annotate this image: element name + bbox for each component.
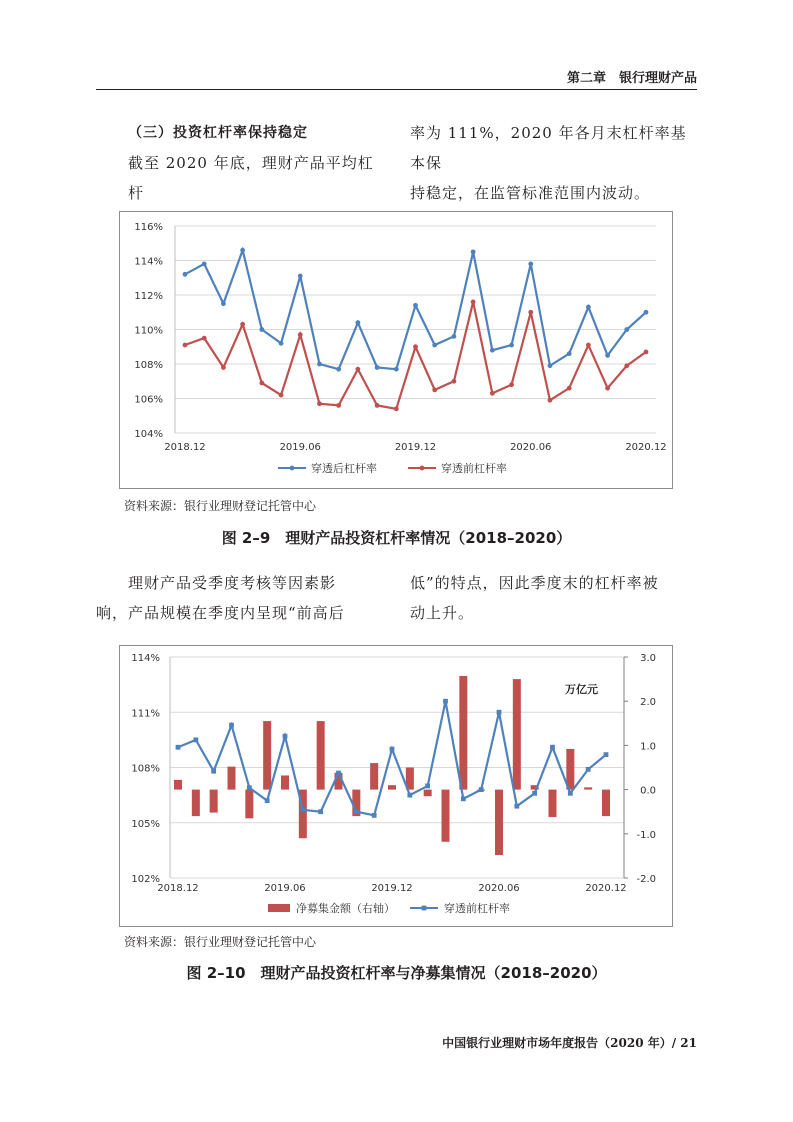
y-tick-label: 108% [131,763,160,775]
data-point [390,747,395,752]
data-point [394,406,399,411]
data-point [336,403,341,408]
data-point [336,771,341,776]
header-rule [96,89,697,90]
data-point [336,367,341,372]
y-tick-label: 114% [131,653,160,664]
bar [513,679,521,790]
section-right-line2: 持稳定，在监管标准范围内波动。 [410,184,651,202]
series-line [178,701,606,815]
data-point [375,403,380,408]
bar [174,780,182,790]
y-tick-label: 104% [134,429,163,440]
legend-label: 净募集金额（右轴） [296,902,395,915]
y-tick-label: 106% [134,394,163,406]
data-point [240,322,245,327]
data-point [586,305,591,310]
bar [442,790,450,842]
data-point [221,301,226,306]
data-point [624,327,629,332]
data-point [355,320,360,325]
y-tick-label: 112% [134,291,163,302]
figure2-caption: 图 2–10 理财产品投资杠杆率与净募集情况（2018–2020） [186,964,607,982]
data-point [279,393,284,398]
legend-swatch [268,904,290,912]
bar [192,790,200,817]
data-point [298,332,303,337]
data-point [298,274,303,279]
data-point [497,710,502,715]
data-point [550,745,555,750]
data-point [355,367,360,372]
data-point [240,248,245,253]
data-point [528,310,533,315]
paragraph2-left-column [96,568,386,628]
section-left-column [128,118,388,208]
figure1-source: 资料来源：银行业理财登记托管中心 [124,499,317,513]
data-point [604,752,609,757]
y2-tick-label: 2.0 [640,697,656,709]
section-right-column [410,118,700,208]
data-point [229,723,234,728]
section-left-text: 截至 2020 年底，理财产品平均杠杆 [128,154,374,202]
chapter-header: 第二章 银行理财产品 [566,71,697,86]
data-point [605,386,610,391]
x-tick-label: 2020.12 [625,442,667,453]
data-point [413,303,418,308]
y-tick-label: 114% [134,256,163,268]
legend-label: 穿透前杠杆率 [441,462,507,475]
data-point [471,249,476,254]
data-point [471,300,476,305]
paragraph2-right-line2: 动上升。 [410,604,475,622]
y-tick-label: 116% [134,222,163,233]
x-tick-label: 2019.12 [371,883,413,894]
data-point [568,791,573,796]
y-tick-label: 111% [131,708,160,720]
paragraph2-left-line1: 理财产品受季度考核等因素影 [128,574,337,592]
series-line [185,302,646,409]
data-point [318,809,323,814]
leverage-line-chart-svg [120,212,672,488]
data-point [644,350,649,355]
data-point [317,362,322,367]
data-point [548,363,553,368]
data-point [354,809,359,814]
data-point [443,699,448,704]
y-tick-label: 108% [134,360,163,371]
y2-tick-label: -2.0 [636,874,656,885]
data-point [644,310,649,315]
y-tick-label: 110% [134,325,163,337]
data-point [532,791,537,796]
x-tick-label: 2018.12 [164,442,206,453]
data-point [183,343,188,348]
bar [424,790,432,797]
data-point [514,804,519,809]
data-point [567,386,572,391]
data-point [586,343,591,348]
y2-tick-label: 0.0 [640,785,656,797]
data-point [586,767,591,772]
leverage-net-raise-chart [119,645,673,927]
bar [263,721,271,790]
x-tick-label: 2018.12 [157,883,199,894]
bar [584,787,592,789]
section-right-line1: 率为 111%，2020 年各月末杠杆率基本保 [410,124,687,172]
leverage-net-raise-chart-svg [120,646,672,926]
section-heading: （三）投资杠杆率保持稳定 [128,125,308,141]
x-tick-label: 2020.12 [585,883,627,894]
bar [370,763,378,790]
data-point [202,262,207,267]
legend-marker [422,906,427,911]
data-point [432,387,437,392]
data-point [432,343,437,348]
data-point [193,737,198,742]
bar [245,790,253,819]
y2-tick-label: 1.0 [640,741,656,753]
data-point [490,391,495,396]
data-point [605,353,610,358]
bar [459,676,467,790]
x-tick-label: 2019.06 [264,883,306,894]
data-point [548,398,553,403]
data-point [528,262,533,267]
x-tick-label: 2020.06 [478,883,520,894]
data-point [211,769,216,774]
bar [317,721,325,790]
data-point [452,334,457,339]
data-point [624,363,629,368]
x-tick-label: 2020.06 [510,442,552,453]
data-point [265,798,270,803]
legend-label: 穿透后杠杆率 [311,462,377,475]
data-point [176,745,181,750]
data-point [375,365,380,370]
bar [495,790,503,855]
data-point [461,796,466,801]
data-point [259,381,264,386]
bar [210,790,218,813]
leverage-line-chart [119,211,673,489]
data-point [279,341,284,346]
data-point [221,365,226,370]
data-point [425,784,430,789]
paragraph2-right-column [410,568,700,628]
data-point [479,787,484,792]
bar [388,785,396,789]
data-point [317,401,322,406]
data-point [567,351,572,356]
x-tick-label: 2019.12 [394,442,437,453]
bar [228,767,236,790]
paragraph2-right-line1: 低”的特点，因此季度末的杠杆率被 [410,574,659,592]
data-point [183,272,188,277]
figure1-caption: 图 2–9 理财产品投资杠杆率情况（2018–2020） [221,529,572,547]
bar [602,790,610,817]
bar [549,790,557,817]
data-point [413,344,418,349]
data-point [247,785,252,790]
y2-tick-label: 3.0 [640,653,656,664]
data-point [372,813,377,818]
data-point [490,348,495,353]
figure2-source: 资料来源：银行业理财登记托管中心 [124,935,317,949]
unit-annotation: 万亿元 [565,683,598,696]
legend-marker [290,466,295,471]
data-point [407,793,412,798]
x-tick-label: 2019.06 [279,442,321,453]
data-point [259,327,264,332]
legend-label: 穿透前杠杆率 [444,902,510,915]
data-point [300,807,305,812]
paragraph2-left-line2: 响，产品规模在季度内呈现“前高后 [96,604,345,622]
data-point [394,367,399,372]
y-tick-label: 105% [131,818,160,830]
data-point [452,379,457,384]
data-point [509,382,514,387]
y2-tick-label: -1.0 [636,829,656,841]
page-footer: 中国银行业理财市场年度报告（2020 年）/ 21 [442,1036,697,1050]
y-tick-label: 102% [131,874,160,885]
series-line [185,250,646,369]
data-point [202,336,207,341]
bar [281,775,289,789]
legend-marker [420,466,425,471]
data-point [509,343,514,348]
data-point [283,734,288,739]
